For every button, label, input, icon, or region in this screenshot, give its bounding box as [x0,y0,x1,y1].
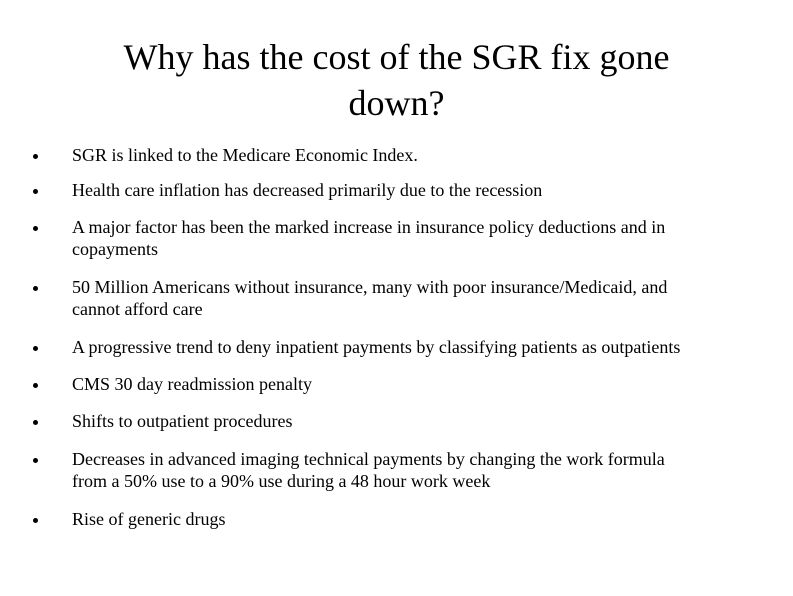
bullet-dot-icon [33,286,38,291]
bullet-line: cannot afford care [72,299,203,319]
bullet-line: from a 50% use to a 90% use during a 48 hour work week [72,471,491,491]
bullet-dot-icon [33,189,38,194]
slide-title-line-2: down? [348,83,445,123]
bullet-text [72,448,752,492]
bullet-dot-icon [33,346,38,351]
bullet-line: Rise of generic drugs [72,509,226,529]
slide-title-line-1: Why has the cost of the SGR fix gone [123,37,670,77]
bullet-line: A progressive trend to deny inpatient payments by classifying patients as outpatients [72,337,681,357]
bullet-line: Health care inflation has decreased primarily due to the recession [72,180,543,200]
bullet-text [72,508,752,530]
bullet-text [72,144,752,166]
bullet-dot-icon [33,420,38,425]
bullet-line: copayments [72,239,158,259]
bullet-line: Shifts to outpatient procedures [72,411,293,431]
bullet-text [72,276,752,320]
bullet-dot-icon [33,518,38,523]
bullet-line: CMS 30 day readmission penalty [72,374,312,394]
bullet-text [72,410,752,432]
slide-title [40,34,753,126]
bullet-text [72,373,752,395]
bullet-line: A major factor has been the marked increase in insurance policy deductions and in [72,217,666,237]
bullet-dot-icon [33,154,38,159]
bullet-text [72,179,752,201]
bullet-dot-icon [33,458,38,463]
bullet-text [72,216,752,260]
bullet-dot-icon [33,226,38,231]
bullet-line: 50 Million Americans without insurance, many with poor insurance/Medicaid, and [72,277,668,297]
bullet-line: SGR is linked to the Medicare Economic Index. [72,145,418,165]
bullet-text [72,336,752,358]
bullet-line: Decreases in advanced imaging technical payments by changing the work formula [72,449,665,469]
bullet-dot-icon [33,383,38,388]
